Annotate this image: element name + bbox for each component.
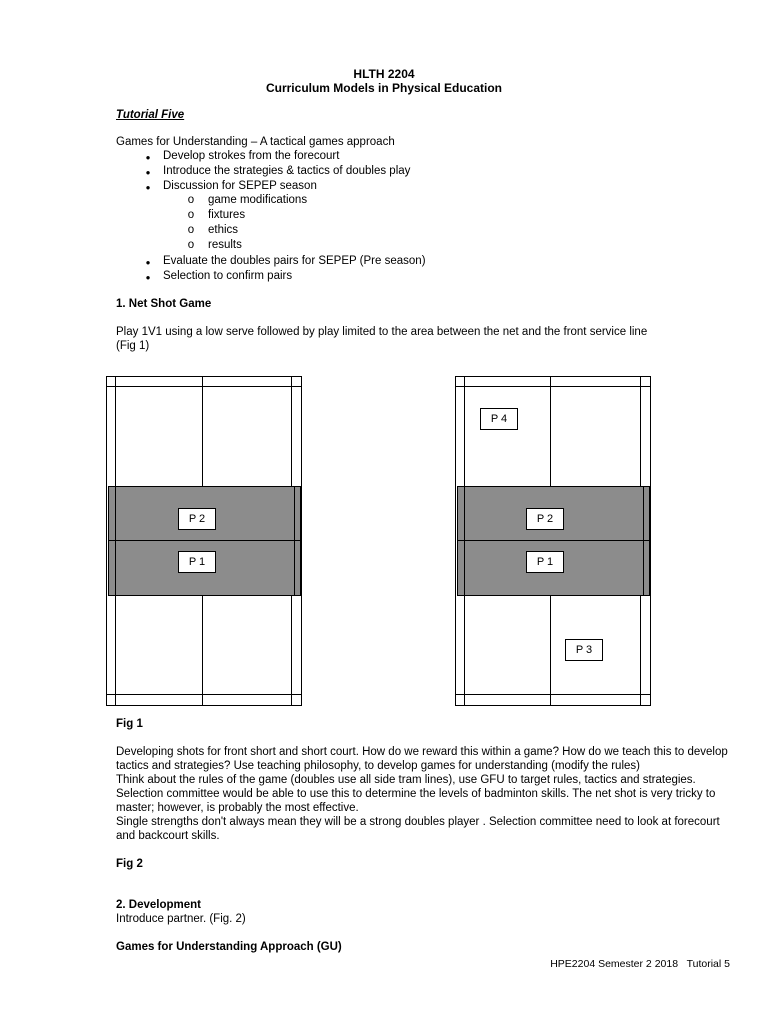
player-marker: P 2: [178, 508, 216, 530]
list-item: results: [208, 239, 242, 251]
bullet-icon: ●: [145, 153, 151, 162]
player-marker: P 2: [526, 508, 564, 530]
list-item: Selection to confirm pairs: [163, 270, 293, 282]
sub-bullet-icon: o: [187, 224, 195, 236]
player-marker: P 4: [480, 408, 518, 430]
page-footer: HPE2204 Semester 2 2018 Tutorial 5: [550, 958, 730, 970]
section-heading-gu: Games for Understanding Approach (GU): [116, 941, 342, 953]
sub-bullet-icon: o: [187, 209, 195, 221]
paragraph: Selection committee would be able to use this to determine the levels of badminton skills. The net shot is very tricky to master; however, is probably the most effective.: [116, 788, 716, 814]
bullet-icon: ●: [145, 168, 151, 177]
paragraph: Developing shots for front short and short court. How do we reward this within a game? How do we teach this to develop tactics and strategies? Use teaching philosophy, to develop games for understanding (modify the rules): [116, 746, 728, 772]
player-marker: P 1: [526, 551, 564, 573]
course-code: HLTH 2204: [353, 67, 415, 81]
sub-bullet-icon: o: [187, 194, 195, 206]
section-text: Introduce partner. (Fig. 2): [116, 913, 246, 925]
intro-text: Games for Understanding – A tactical games approach: [116, 136, 395, 148]
list-item: Develop strokes from the forecourt: [163, 150, 340, 162]
player-marker: P 3: [565, 639, 603, 661]
section-text: (Fig 1): [116, 340, 150, 352]
list-item: game modifications: [208, 194, 308, 206]
player-marker: P 1: [178, 551, 216, 573]
course-title: Curriculum Models in Physical Education: [265, 81, 503, 95]
section-text: Play 1V1 using a low serve followed by play limited to the area between the net and the front service line: [116, 326, 648, 338]
figure-caption: Fig 1: [116, 718, 143, 730]
section-heading-development: 2. Development: [116, 899, 201, 911]
list-item: Introduce the strategies & tactics of doubles play: [163, 165, 411, 177]
tutorial-heading: Tutorial Five: [116, 109, 185, 121]
bullet-icon: ●: [145, 273, 151, 282]
list-item: Evaluate the doubles pairs for SEPEP (Pre season): [163, 255, 426, 267]
bullet-icon: ●: [145, 258, 151, 267]
list-item: ethics: [208, 224, 239, 236]
bullet-icon: ●: [145, 183, 151, 192]
figure-caption: Fig 2: [116, 858, 143, 870]
list-item: fixtures: [208, 209, 246, 221]
list-item: Discussion for SEPEP season: [163, 180, 317, 192]
section-heading-net-shot: 1. Net Shot Game: [116, 298, 212, 310]
paragraph: Single strengths don't always mean they will be a strong doubles player . Selection committee need to look at forecourt and backcourt skills.: [116, 816, 720, 842]
paragraph: Think about the rules of the game (doubles use all side tram lines), use GFU to target rules, tactics and strategies.: [116, 774, 696, 786]
sub-bullet-icon: o: [187, 239, 195, 251]
